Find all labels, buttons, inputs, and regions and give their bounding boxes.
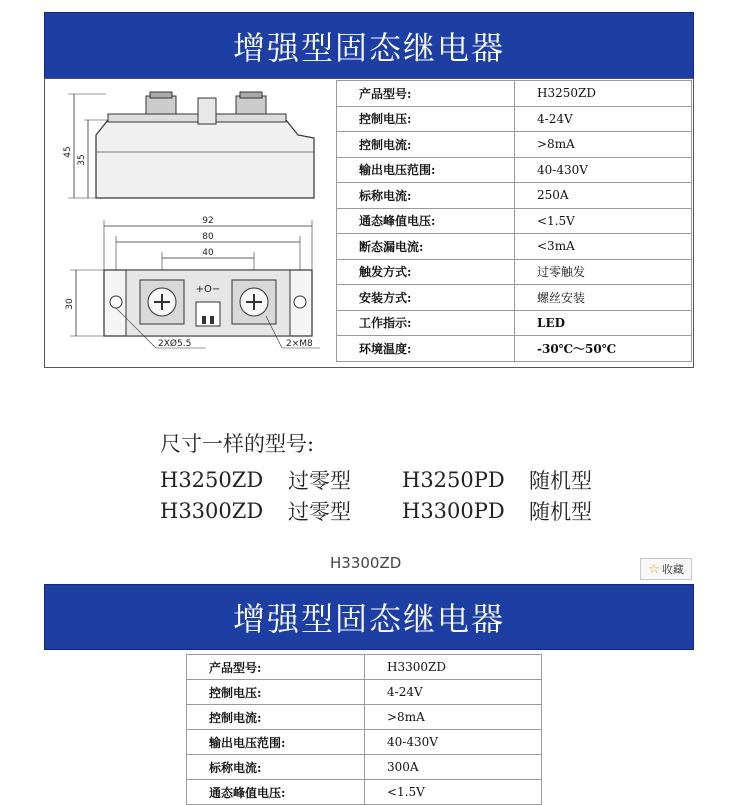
section2-title: 增强型固态继电器	[232, 600, 505, 638]
relay-side-body	[96, 120, 314, 198]
star-icon: ☆	[648, 561, 660, 577]
table-row	[337, 310, 692, 336]
table-row	[337, 106, 692, 132]
spec-label: 控制电压:	[187, 680, 365, 705]
dim-width-holes: 80	[202, 232, 214, 242]
spec-label: 工作指示:	[337, 310, 515, 336]
favorite-button[interactable]	[640, 558, 692, 580]
spec-label: 断态漏电流:	[337, 234, 515, 260]
table-row	[337, 81, 692, 107]
table-row	[337, 234, 692, 260]
same-size-models	[160, 428, 592, 526]
spec-label: 控制电压:	[337, 106, 515, 132]
list-item	[160, 464, 592, 495]
spec-value: 300A	[365, 755, 542, 780]
spec-label: 环境温度:	[337, 336, 515, 362]
spec-label: 通态峰值电压:	[337, 208, 515, 234]
table-row	[337, 183, 692, 209]
image-caption: H3300ZD	[330, 554, 402, 572]
section2-spec-table	[186, 654, 542, 805]
table-row	[187, 755, 542, 780]
hole-label: 2XØ5.5	[158, 339, 192, 349]
screw-label: 2×M8	[286, 339, 313, 349]
same-size-heading: 尺寸一样的型号:	[160, 432, 315, 456]
spec-value: >8mA	[365, 705, 542, 730]
model-code: H3300ZD	[160, 498, 264, 523]
table-row	[187, 730, 542, 755]
model-type: 随机型	[529, 468, 592, 493]
model-code: H3250ZD	[160, 467, 264, 492]
spec-value: 4-24V	[365, 680, 542, 705]
spec-value: 40-430V	[365, 730, 542, 755]
spec-value: <1.5V	[365, 780, 542, 805]
spec-value: 螺丝安装	[515, 285, 692, 311]
terminal-left-side	[146, 96, 176, 114]
dim-width-overall: 92	[202, 216, 214, 226]
dim-depth: 30	[65, 298, 75, 310]
spec-label: 通态峰值电压:	[187, 780, 365, 805]
table-row	[187, 655, 542, 680]
table-row	[187, 680, 542, 705]
spec-value: -30℃〜50℃	[515, 336, 692, 362]
section2-title-banner	[44, 584, 694, 650]
spec-value: <3mA	[515, 234, 692, 260]
spec-value: >8mA	[515, 132, 692, 158]
terminal-right-side	[236, 96, 266, 114]
spec-value: H3250ZD	[515, 81, 692, 107]
spec-label: 输出电压范围:	[337, 157, 515, 183]
dim-width-terminals: 40	[202, 248, 214, 258]
model-code: H3300PD	[402, 498, 505, 523]
table-row	[337, 259, 692, 285]
spec-label: 控制电流:	[337, 132, 515, 158]
dim-height-body: 35	[77, 154, 87, 166]
table-row	[337, 336, 692, 362]
dim-height-total: 45	[63, 146, 73, 158]
relay-dimension-drawing	[46, 80, 334, 365]
section1-spec-table	[336, 80, 692, 362]
model-type: 过零型	[288, 468, 351, 493]
spec-value: 40-430V	[515, 157, 692, 183]
mounting-hole-right	[294, 296, 306, 308]
table-row	[187, 705, 542, 730]
model-code: H3250PD	[402, 467, 505, 492]
spec-label: 输出电压范围:	[187, 730, 365, 755]
table-row	[337, 208, 692, 234]
table-row	[187, 780, 542, 805]
spec-value: H3300ZD	[365, 655, 542, 680]
section1-title: 增强型固态继电器	[232, 29, 505, 67]
model-type: 过零型	[288, 499, 351, 524]
spec-value: <1.5V	[515, 208, 692, 234]
table-row	[337, 132, 692, 158]
mounting-hole-left	[110, 296, 122, 308]
table-row	[337, 157, 692, 183]
spec-label: 控制电流:	[187, 705, 365, 730]
model-type: 随机型	[529, 499, 592, 524]
spec-label: 标称电流:	[337, 183, 515, 209]
section1-title-banner	[44, 12, 694, 80]
spec-label: 产品型号:	[337, 81, 515, 107]
spec-value: LED	[515, 310, 692, 336]
table-row	[337, 285, 692, 311]
spec-label: 产品型号:	[187, 655, 365, 680]
spec-value: 250A	[515, 183, 692, 209]
spec-value: 4-24V	[515, 106, 692, 132]
control-terminal-marks: +O−	[195, 284, 221, 295]
spec-label: 安装方式:	[337, 285, 515, 311]
list-item	[160, 495, 592, 526]
spec-value: 过零触发	[515, 259, 692, 285]
favorite-label: 收藏	[661, 563, 684, 576]
spec-label: 标称电流:	[187, 755, 365, 780]
spec-label: 触发方式:	[337, 259, 515, 285]
